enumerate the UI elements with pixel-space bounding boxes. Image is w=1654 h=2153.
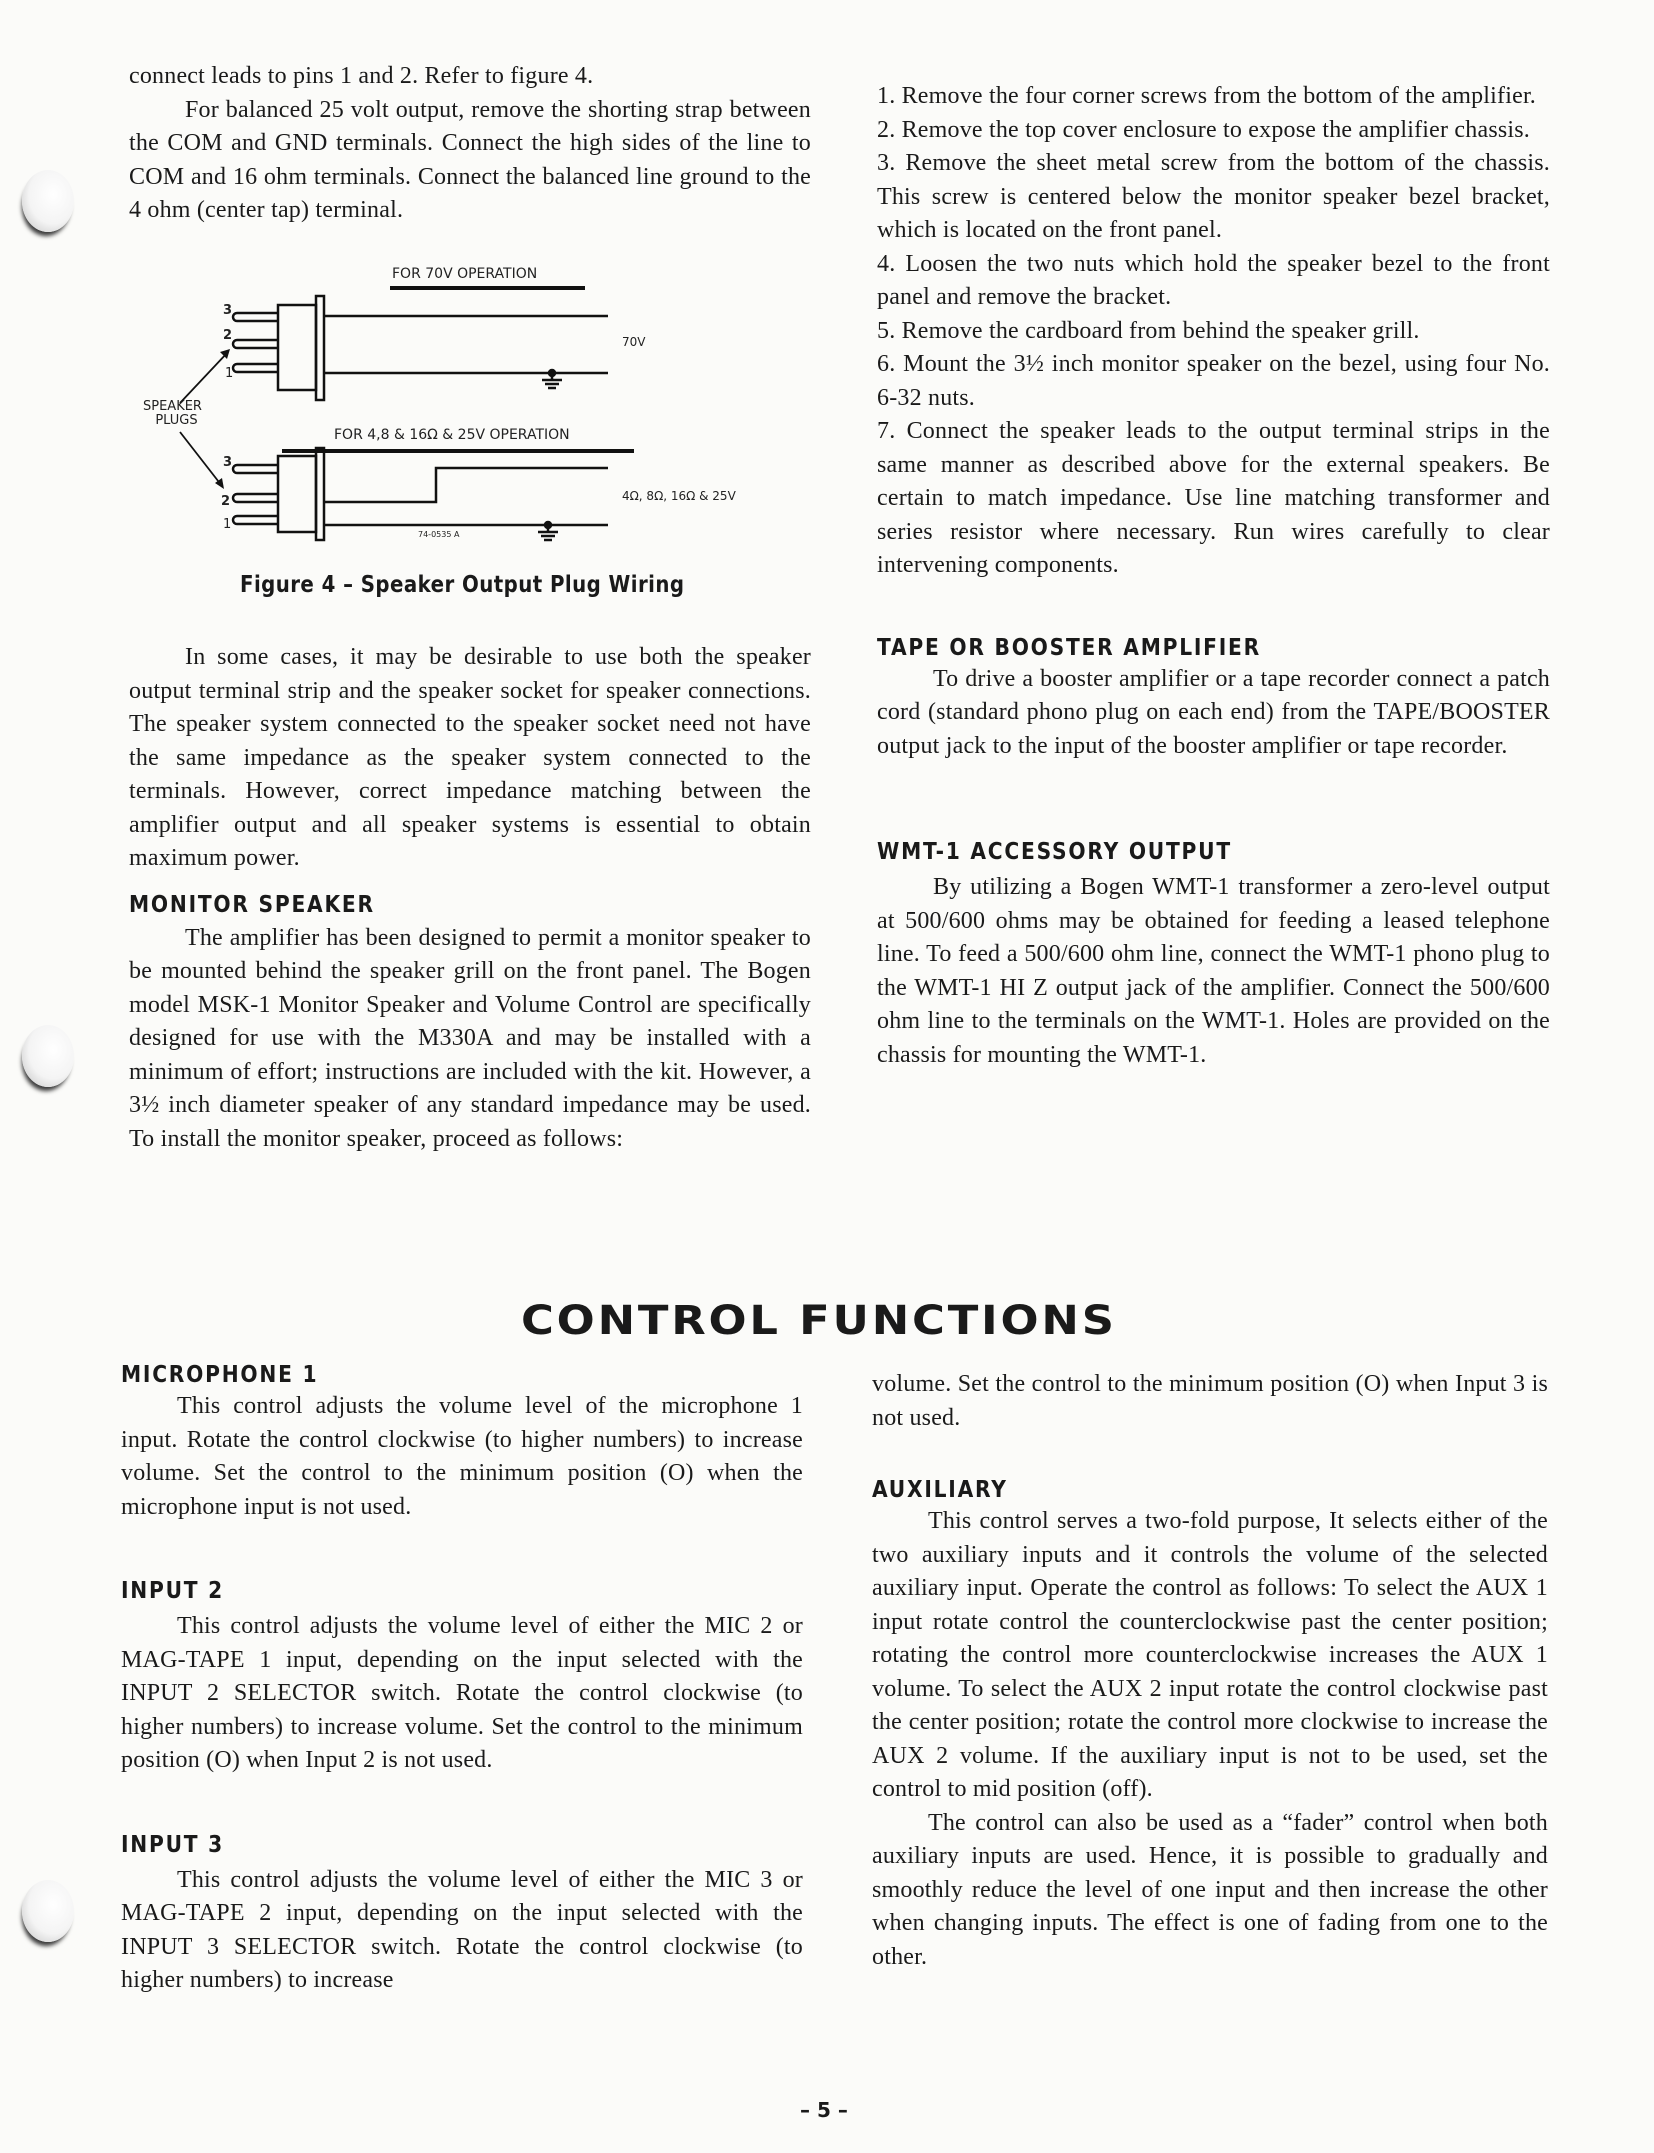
bottom-pin-1-label: 1: [223, 517, 232, 532]
install-step: 7. Connect the speaker leads to the output terminal strips in the same manner as described above for the external speakers. Be certain to match impedance. Use line matching transformer and series resistor where necessary. Run wires carefully to clear intervening components.: [877, 418, 1550, 578]
figure-bottom-output-label: 4Ω, 8Ω, 16Ω & 25V: [622, 489, 736, 503]
intro-line: connect leads to pins 1 and 2. Refer to figure 4.: [129, 63, 594, 89]
bottom-pin-3-label: 3: [223, 455, 233, 470]
monitor-speaker-body: The amplifier has been designed to permit a monitor speaker to be mounted behind the speaker grill on the front panel. The Bogen model MSK-1 Monitor Speaker and Volume Control are specifically designed for use with the M330A and may be installed with a minimum of effort; instructions are included with the kit. However, a 3½ inch diameter speaker of any standard impedance may be used. To install the monitor speaker, proceed as follows:: [129, 924, 811, 1152]
callout-line-1: SPEAKER: [143, 399, 202, 414]
input-2-heading: INPUT 2: [121, 1578, 225, 1604]
input-3-heading: INPUT 3: [121, 1831, 225, 1858]
bottom-pin-2-label: 2: [221, 494, 231, 509]
input-2-body: This control adjusts the volume level of either the MIC 2 or MAG-TAPE 1 input, depending on the input selected with the INPUT 2 SELECTOR switch. Rotate the control clockwise (to higher numbers) to increase volume. Set the control to the minimum position (O) when Input 2 is not used.: [121, 1613, 803, 1773]
speaker-socket-paragraph: In some cases, it may be desirable to use both the speaker output terminal strip and the speaker socket for speaker connections. The speaker system connected to the speaker socket need not have the same impedance as the speaker system connected to the terminals. However, correct impedance matching between the amplifier output and all speaker systems is essential to obtain maximum power.: [129, 644, 811, 871]
input-3-body-continued: volume. Set the control to the minimum position (O) when Input 3 is not used.: [872, 1371, 1548, 1431]
tape-booster-body: To drive a booster amplifier or a tape recorder connect a patch cord (standard phono plug on each end) from the TAPE/BOOSTER output jack to the input of the booster amplifier or tape recorder.: [877, 665, 1550, 759]
callout-line-2: PLUGS: [155, 413, 198, 428]
tape-booster-heading: TAPE OR BOOSTER AMPLIFIER: [877, 634, 1261, 661]
right-upper: [877, 80, 1550, 1072]
install-step: 5. Remove the cardboard from behind the speaker grill.: [877, 317, 1420, 344]
top-pin-2-label: 2: [223, 328, 233, 343]
install-step: 1. Remove the four corner screws from the bottom of the amplifier.: [877, 83, 1537, 109]
install-step: 3. Remove the sheet metal screw from the bottom of the chassis. This screw is centered below the monitor speaker bezel bracket, which is located on the front panel.: [877, 150, 1550, 243]
monitor-speaker-heading: MONITOR SPEAKER: [129, 891, 375, 918]
left-lower: [129, 641, 811, 1156]
input-3-body: This control adjusts the volume level of either the MIC 3 or MAG-TAPE 2 input, depending on the input selected with the INPUT 3 SELECTOR switch. Rotate the control clockwise (to higher numbers) to increase: [121, 1866, 803, 1993]
auxiliary-heading: AUXILIARY: [872, 1477, 1008, 1503]
figure-top-title: FOR 70V OPERATION: [392, 266, 538, 282]
install-step: 2. Remove the top cover enclosure to expose the amplifier chassis.: [877, 116, 1531, 143]
page-number: – 5 –: [800, 2098, 848, 2122]
microphone-1-heading: MICROPHONE 1: [121, 1362, 319, 1388]
binder-hole-middle: [22, 1025, 74, 1087]
microphone-1-body: This control adjusts the volume level of the microphone 1 input. Rotate the control clockwise (to higher numbers) to increase volume. Set the control to the minimum position (O) when the microphone input is not used.: [121, 1393, 803, 1520]
top-pin-3-label: 3: [223, 303, 233, 318]
binder-hole-bottom: [22, 1880, 74, 1942]
controls-right: [872, 1368, 1548, 1974]
speaker-plug-wiring-diagram: [0, 0, 830, 620]
install-steps-list: [877, 80, 1550, 583]
wmt1-heading: WMT-1 ACCESSORY OUTPUT: [877, 839, 1232, 865]
top-pin-1-label: 1: [225, 366, 234, 381]
balanced-output-paragraph: For balanced 25 volt output, remove the shorting strap between the COM and GND terminals. Connect the high sides of the line to COM and 16 ohm terminals. Connect the balanced line ground to the 4 ohm (center tap) terminal.: [129, 96, 811, 223]
wmt1-body: By utilizing a Bogen WMT-1 transformer a zero-level output at 500/600 ohms may be obtained for feeding a leased telephone line. To feed a 500/600 ohm line, connect the WMT-1 phono plug to the WMT-1 HI Z output jack of the amplifier. Connect the 500/600 ohm line to the terminals on the WMT-1. Holes are provided on the chassis for mounting the WMT-1.: [877, 874, 1550, 1068]
drawing-number: 74-0535 A: [418, 530, 460, 539]
figure-bottom-title: FOR 4,8 & 16Ω & 25V OPERATION: [334, 427, 570, 443]
auxiliary-body: This control serves a two-fold purpose, It selects either of the two auxiliary inputs and it controls the volume of the selected auxiliary input. Operate the control as follows: To select the AUX 1 input rotate control the counterclockwise past the center position; rotating the control more counterclockwise increases the AUX 1 volume. To select the AUX 2 input rotate the control clockwise past the center position; rotate the control more clockwise to increase the AUX 2 volume. If the auxiliary input is not to be used, set the control to mid position (off).: [872, 1508, 1548, 1802]
figure-top-output-label: 70V: [622, 335, 646, 349]
install-step: 6. Mount the 3½ inch monitor speaker on the bezel, using four No. 6-32 nuts.: [877, 351, 1550, 411]
speaker-plugs-callout: [143, 400, 202, 428]
auxiliary-fader-paragraph: The control can also be used as a “fader” control when both auxiliary inputs are used. Hence, it is possible to gradually and smoothly reduce the level of one input and then increase the other when changing inputs. The effect is one of fading from one to the other.: [872, 1809, 1548, 1970]
control-functions-title: CONTROL FUNCTIONS: [521, 1298, 1117, 1344]
figure-caption: Figure 4 – Speaker Output Plug Wiring: [240, 572, 685, 598]
install-step: 4. Loosen the two nuts which hold the speaker bezel to the front panel and remove the bracket.: [877, 250, 1550, 310]
controls-left: [121, 1362, 803, 1998]
